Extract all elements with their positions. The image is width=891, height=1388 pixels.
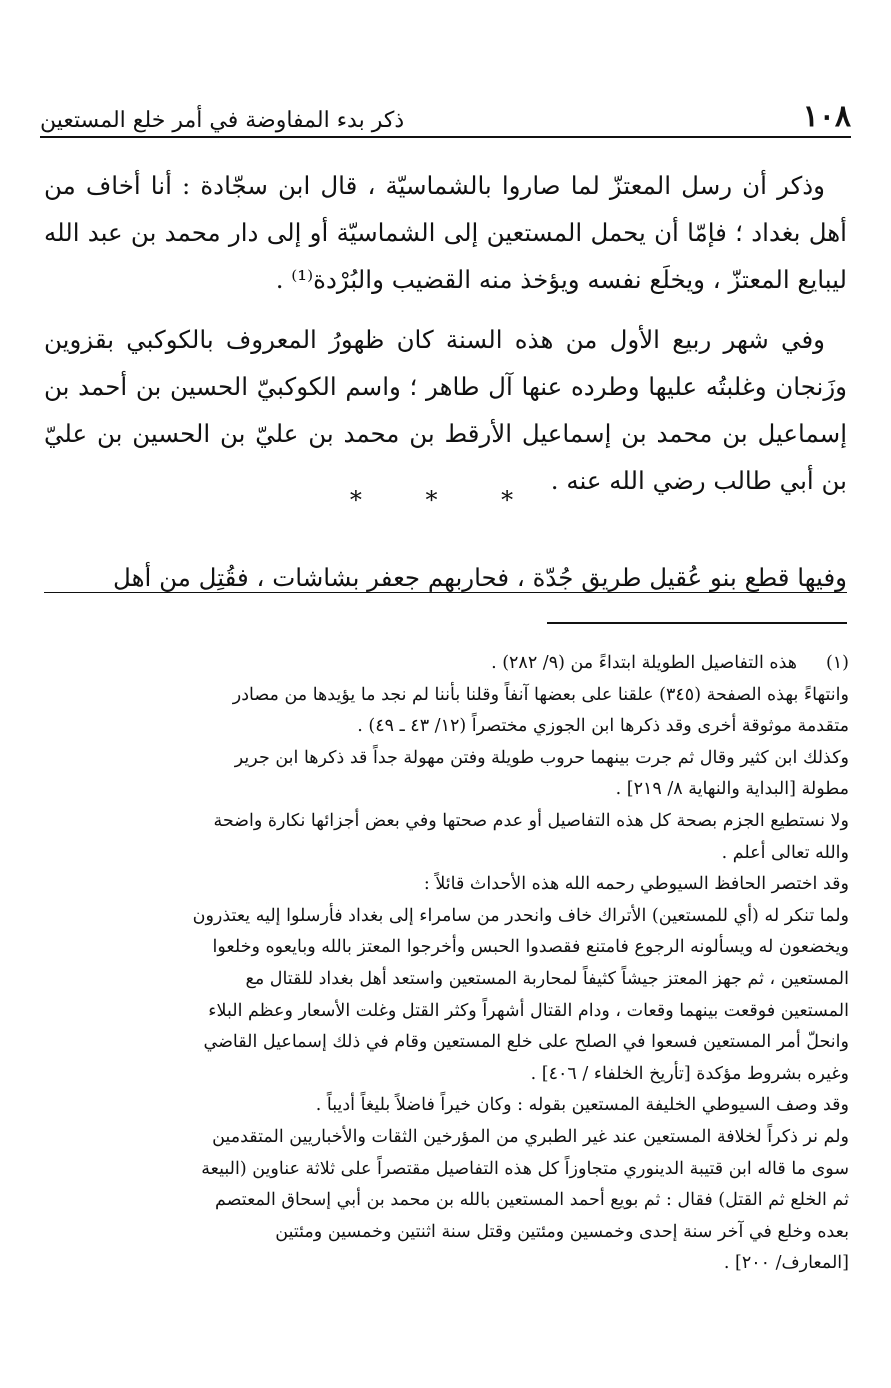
footnote-line: المستعين فوقعت بينهما وقعات ، ودام القتال أشهراً وكثر القتل وغلت الأسعار وعظم البلاء: [208, 1000, 849, 1021]
footnote-line: وانحلّ أمر المستعين فسعوا في الصلح على خلع المستعين وقام في ذلك إسماعيل القاضي: [203, 1032, 849, 1053]
footnote-divider: [547, 622, 847, 624]
footnotes: [42, 648, 849, 1280]
page-header: [40, 92, 851, 138]
footnote-line: بعده وخلع في آخر سنة إحدى وخمسين ومئتين وقتل سنة اثنتين وخمسين ومئتين: [275, 1221, 849, 1242]
footnote-number: (١): [825, 653, 849, 673]
section-separator: * * *: [349, 486, 542, 514]
footnote-line: وانتهاءً بهذه الصفحة (٣٤٥) علقنا على بعضها آنفاً وقلنا بأننا لم نجد ما يؤيدها من مصادر: [232, 684, 849, 705]
footnote-line: [المعارف/ ٢٠٠] .: [723, 1253, 849, 1274]
main-text: [44, 162, 847, 517]
footnote-line: سوى ما قاله ابن قتيبة الدينوري متجاوزاً كل هذه التفاصيل مقتصراً على ثلاثة عناوين (البيعة: [201, 1158, 849, 1179]
footnote-body: [42, 680, 849, 1280]
footnote-line: ولا نستطيع الجزم بصحة كل هذه التفاصيل أو عدم صحتها وفي بعض أجزائها نكارة واضحة: [213, 810, 849, 831]
footnote-first-line: هذه التفاصيل الطويلة ابتداءً من (٩/ ٢٨٢) .: [491, 653, 797, 673]
footnote-line: ويخضعون له ويسألونه الرجوع فامتنع فقصدوا الحبس وأخرجوا المعتز بالله وبايعوه وخلعوا: [212, 937, 849, 958]
footnote-line: والله تعالى أعلم .: [721, 842, 849, 863]
footnote-line: وكذلك ابن كثير وقال ثم جرت بينهما حروب طويلة وفتن مهولة جداً قد ذكرها ابن جرير: [234, 747, 849, 768]
paragraph: وذكر أن رسل المعتزّ لما صاروا بالشماسيّة ، قال ابن سجّادة : أنا أخاف من أهل بغداد ؛ فإمّا أن يحمل المستعين إلى الشماسيّة أو إلى دار محمد بن عبد الله ليبايع المعتزّ ، ويخلَع نفسه ويؤخذ منه القضيب والبُرْدة⁽¹⁾ .: [44, 171, 847, 294]
footnote-line: وغيره بشروط مؤكدة [تأريخ الخلفاء / ٤٠٦] .: [530, 1063, 849, 1084]
footnote-line: ثم الخلع ثم القتل) فقال : ثم بويع أحمد المستعين بالله بن محمد بن أبي إسحاق المعتصم: [214, 1190, 849, 1211]
footnote-line: وقد وصف السيوطي الخليفة المستعين بقوله : وكان خيراً فاضلاً بليغاً أديباً .: [315, 1095, 849, 1116]
footnote-line: مطولة [البداية والنهاية ٨/ ٢١٩] .: [615, 779, 849, 800]
page-number: ١٠٨: [802, 99, 851, 134]
footnote-line: وقد اختصر الحافظ السيوطي رحمه الله هذه الأحداث قائلاً :: [423, 874, 849, 895]
continuation-text: وفيها قطع بنو عُقيل طريق جُدّة ، فحاربهم جعفر بشاشات ، فقُتِل من أهل: [113, 563, 847, 592]
footnote-line: ولما تنكر له (أي للمستعين) الأتراك خاف وانحدر من سامراء إلى بغداد فأرسلوا إليه يعتذرون: [192, 905, 849, 926]
footnote-line: متقدمة موثوقة أخرى وقد ذكرها ابن الجوزي مختصراً (١٢/ ٤٣ ـ ٤٩) .: [357, 716, 849, 737]
continuation-rule: [44, 592, 847, 593]
paragraph: وفي شهر ربيع الأول من هذه السنة كان ظهورُ المعروف بالكوكبي بقزوين وزَنجان وغلبتُه عليها وطرده عنها آل طاهر ؛ واسم الكوكبيّ الحسين بن أحمد بن إسماعيل بن محمد بن إسماعيل الأرقط بن محمد بن عليّ بن الحسين بن عليّ بن أبي طالب رضي الله عنه .: [44, 325, 847, 495]
footnote-line: ولم نر ذكراً لخلافة المستعين عند غير الطبري من المؤرخين الثقات والأخباريين المتقدمين: [212, 1126, 849, 1147]
footnote-first-row: [42, 648, 849, 680]
footnote-line: المستعين ، ثم جهز المعتز جيشاً كثيفاً لمحاربة المستعين واستعد أهل بغداد للقتال مع: [245, 968, 849, 989]
running-title: ذكر بدء المفاوضة في أمر خلع المستعين: [40, 108, 405, 133]
